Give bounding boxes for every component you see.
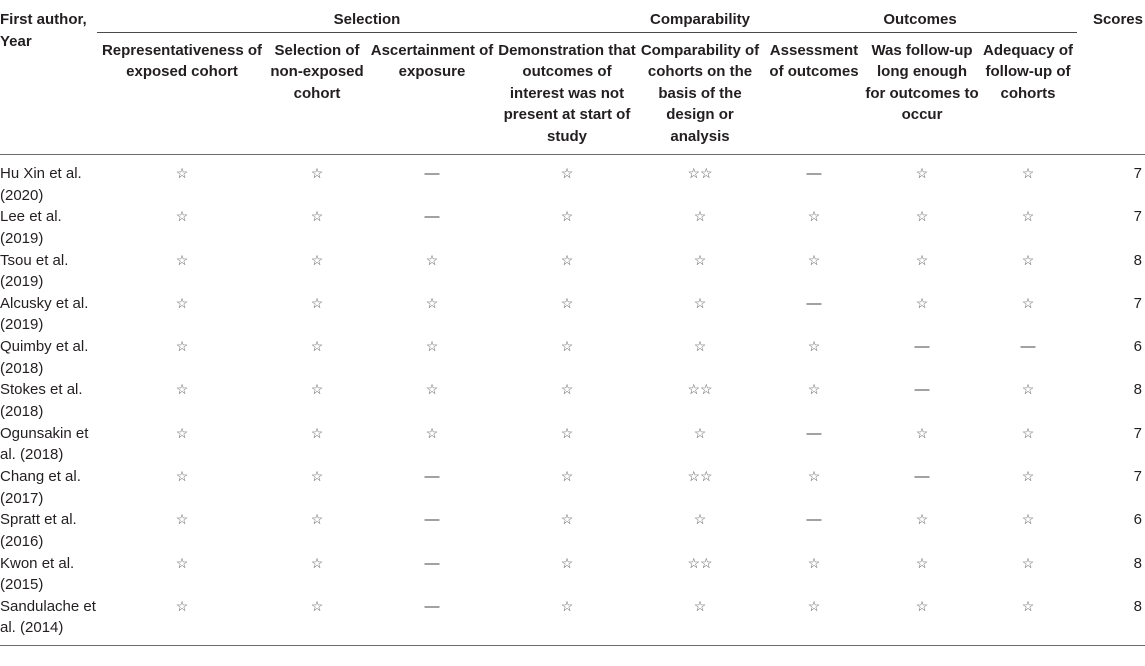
- star-rating-cell: ☆: [310, 294, 324, 311]
- star-rating-cell: ☆: [310, 251, 324, 268]
- score-cell: 8: [1133, 597, 1142, 615]
- star-rating-cell: ☆: [310, 338, 324, 355]
- star-rating-cell: ☆: [175, 251, 189, 268]
- star-rating-cell: ☆: [693, 338, 707, 355]
- star-rating-cell: ☆: [807, 251, 821, 268]
- table-row: [0, 293, 1145, 336]
- dash-cell: —: [424, 511, 440, 529]
- author-cell: Hu Xin et al. (2020): [0, 165, 82, 204]
- score-cell: 6: [1133, 338, 1142, 356]
- star-rating-cell: ☆: [693, 511, 707, 528]
- table-row: [0, 509, 1145, 552]
- score-cell: 7: [1133, 208, 1142, 226]
- dash-cell: —: [806, 424, 822, 442]
- star-rating-cell: ☆: [560, 381, 574, 398]
- star-rating-cell: ☆: [310, 424, 324, 441]
- table-row: [0, 250, 1145, 293]
- comparability-group-header: Comparability: [637, 0, 763, 32]
- follow-up-long-header: Was follow-up long enough for outcomes to occur: [865, 41, 979, 123]
- star-rating-cell: ☆: [915, 208, 929, 225]
- star-rating-cell: ☆: [560, 554, 574, 571]
- score-cell: 8: [1133, 554, 1142, 572]
- dash-cell: —: [424, 165, 440, 182]
- assessment-outcomes-header: Assessment of outcomes: [769, 41, 859, 80]
- star-rating-cell: ☆: [425, 381, 439, 398]
- star-rating-cell: ☆: [693, 294, 707, 311]
- star-rating-cell: ☆: [693, 597, 707, 614]
- score-cell: 7: [1133, 294, 1142, 312]
- table-row: [0, 336, 1145, 379]
- author-cell: Stokes et al. (2018): [0, 381, 83, 420]
- star-rating-cell: ☆: [1021, 468, 1035, 485]
- star-rating-cell: ☆☆: [687, 554, 713, 571]
- star-rating-cell: ☆: [310, 511, 324, 528]
- star-rating-cell: ☆☆: [687, 165, 713, 181]
- author-cell: Tsou et al. (2019): [0, 251, 69, 291]
- representativeness-header: Representativeness of exposed cohort: [101, 41, 263, 80]
- table-row: [0, 206, 1145, 249]
- dash-cell: —: [806, 511, 822, 529]
- star-rating-cell: ☆: [807, 468, 821, 485]
- selection-group-header: Selection: [97, 0, 637, 32]
- dash-cell: —: [1020, 338, 1036, 356]
- demonstration-header: Demonstration that outcomes of interest was not present at start of study: [498, 41, 636, 145]
- star-rating-cell: ☆: [1021, 208, 1035, 225]
- table-row: [0, 423, 1145, 466]
- outcomes-group-header: Outcomes: [763, 0, 1077, 32]
- star-rating-cell: ☆: [807, 597, 821, 614]
- star-rating-cell: ☆: [560, 294, 574, 311]
- star-rating-cell: ☆: [915, 554, 929, 571]
- score-cell: 7: [1133, 424, 1142, 442]
- adequacy-follow-up-header: Adequacy of follow-up of cohorts: [982, 41, 1073, 102]
- star-rating-cell: ☆: [915, 424, 929, 441]
- dash-cell: —: [424, 208, 440, 226]
- star-rating-cell: ☆: [915, 251, 929, 268]
- star-rating-cell: ☆: [560, 251, 574, 268]
- star-rating-cell: ☆: [175, 511, 189, 528]
- star-rating-cell: ☆: [425, 424, 439, 441]
- score-cell: 7: [1133, 165, 1142, 182]
- star-rating-cell: ☆: [560, 208, 574, 225]
- star-rating-cell: ☆: [1021, 511, 1035, 528]
- star-rating-cell: ☆: [310, 597, 324, 614]
- score-cell: 6: [1133, 511, 1142, 529]
- star-rating-cell: ☆: [425, 338, 439, 355]
- star-rating-cell: ☆: [807, 554, 821, 571]
- star-rating-cell: ☆: [915, 511, 929, 528]
- star-rating-cell: ☆: [560, 338, 574, 355]
- star-rating-cell: ☆: [425, 294, 439, 311]
- star-rating-cell: ☆: [175, 554, 189, 571]
- first-author-year-header: First author, Year: [0, 11, 87, 50]
- star-rating-cell: ☆: [693, 208, 707, 225]
- star-rating-cell: ☆: [915, 294, 929, 311]
- star-rating-cell: ☆: [1021, 294, 1035, 311]
- author-cell: Kwon et al. (2015): [0, 554, 75, 594]
- score-cell: 8: [1133, 381, 1142, 399]
- dash-cell: —: [914, 381, 930, 399]
- star-rating-cell: ☆: [560, 165, 574, 181]
- dash-cell: —: [424, 597, 440, 615]
- star-rating-cell: ☆☆: [687, 381, 713, 398]
- author-cell: Quimby et al. (2018): [0, 338, 89, 377]
- table-row: [0, 379, 1145, 422]
- star-rating-cell: ☆: [310, 554, 324, 571]
- author-cell: Alcusky et al. (2019): [0, 294, 89, 334]
- star-rating-cell: ☆: [807, 338, 821, 355]
- star-rating-cell: ☆: [693, 251, 707, 268]
- dash-cell: —: [914, 468, 930, 486]
- star-rating-cell: ☆: [915, 597, 929, 614]
- star-rating-cell: ☆: [175, 597, 189, 614]
- author-cell: Sandulache et al. (2014): [0, 597, 96, 637]
- star-rating-cell: ☆: [560, 511, 574, 528]
- comparability-header: Comparability of cohorts on the basis of the design or analysis: [640, 41, 760, 145]
- star-rating-cell: ☆: [175, 165, 189, 181]
- star-rating-cell: ☆: [175, 381, 189, 398]
- table-row: [0, 553, 1145, 596]
- star-rating-cell: ☆: [1021, 165, 1035, 181]
- star-rating-cell: ☆: [693, 424, 707, 441]
- star-rating-cell: ☆: [560, 597, 574, 614]
- author-cell: Ogunsakin et al. (2018): [0, 424, 89, 464]
- star-rating-cell: ☆☆: [687, 468, 713, 485]
- star-rating-cell: ☆: [1021, 251, 1035, 268]
- dash-cell: —: [914, 338, 930, 356]
- star-rating-cell: ☆: [915, 165, 929, 181]
- star-rating-cell: ☆: [175, 208, 189, 225]
- dash-cell: —: [806, 165, 822, 182]
- dash-cell: —: [424, 554, 440, 572]
- star-rating-cell: ☆: [560, 424, 574, 441]
- star-rating-cell: ☆: [175, 294, 189, 311]
- star-rating-cell: ☆: [310, 165, 324, 181]
- star-rating-cell: ☆: [560, 468, 574, 485]
- star-rating-cell: ☆: [1021, 424, 1035, 441]
- star-rating-cell: ☆: [310, 381, 324, 398]
- star-rating-cell: ☆: [175, 338, 189, 355]
- star-rating-cell: ☆: [1021, 597, 1035, 614]
- star-rating-cell: ☆: [1021, 381, 1035, 398]
- dash-cell: —: [806, 294, 822, 312]
- score-cell: 8: [1133, 251, 1142, 269]
- table-row: [0, 596, 1145, 646]
- dash-cell: —: [424, 468, 440, 486]
- star-rating-cell: ☆: [175, 424, 189, 441]
- star-rating-cell: ☆: [425, 251, 439, 268]
- author-cell: Chang et al. (2017): [0, 468, 81, 507]
- ascertainment-header: Ascertainment of exposure: [370, 41, 494, 80]
- star-rating-cell: ☆: [310, 208, 324, 225]
- author-cell: Spratt et al. (2016): [0, 511, 77, 550]
- star-rating-cell: ☆: [807, 208, 821, 225]
- author-cell: Lee et al. (2019): [0, 208, 62, 247]
- selection-non-exposed-header: Selection of non-exposed cohort: [270, 41, 364, 102]
- star-rating-cell: ☆: [1021, 554, 1035, 571]
- star-rating-cell: ☆: [175, 468, 189, 485]
- star-rating-cell: ☆: [310, 468, 324, 485]
- table-row: [0, 466, 1145, 509]
- scores-header: Scores: [1092, 11, 1143, 28]
- table-row: [0, 155, 1145, 207]
- star-rating-cell: ☆: [807, 381, 821, 398]
- score-cell: 7: [1133, 468, 1142, 486]
